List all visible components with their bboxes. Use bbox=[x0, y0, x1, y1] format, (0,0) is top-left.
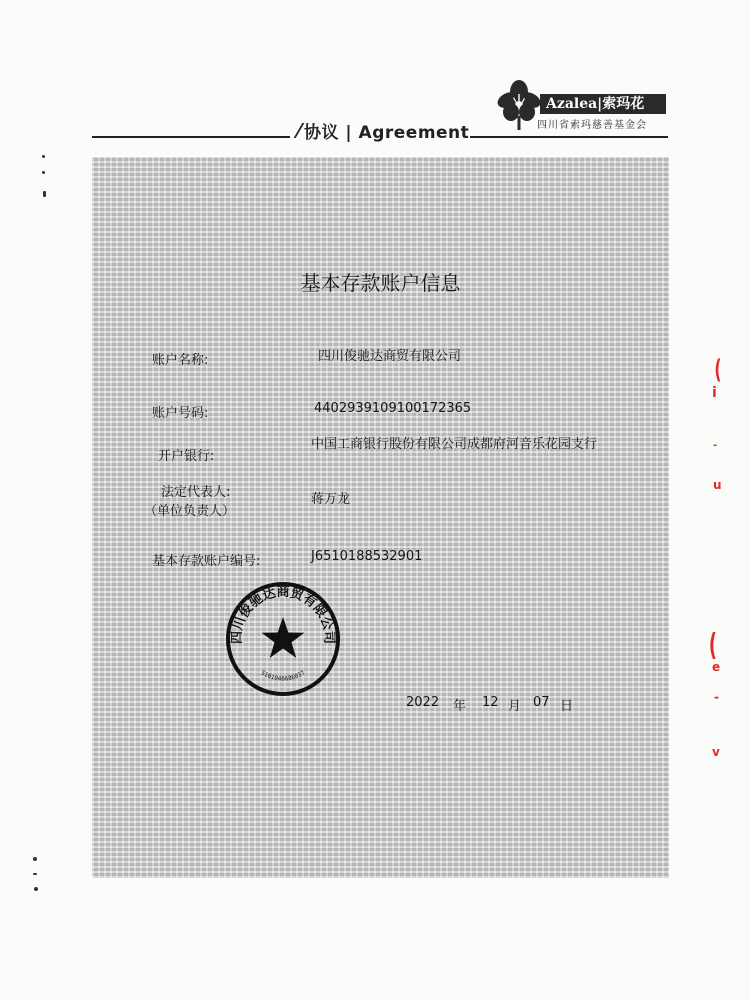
red-edge-mark: - bbox=[713, 440, 718, 451]
legal-representative-value: 蒋万龙 bbox=[311, 492, 351, 507]
header-divider-tick bbox=[280, 123, 305, 138]
basic-account-number-label: 基本存款账户编号: bbox=[152, 554, 261, 569]
header-rule-right bbox=[470, 136, 668, 138]
azalea-flower-logo bbox=[496, 76, 542, 130]
edge-mark bbox=[42, 155, 45, 158]
certificate-title: 基本存款账户信息 bbox=[300, 271, 461, 295]
header-rule-left bbox=[92, 136, 290, 138]
account-info-certificate bbox=[92, 157, 669, 878]
edge-mark bbox=[43, 191, 46, 197]
date-month-unit: 月 bbox=[508, 699, 522, 714]
date-year-unit: 年 bbox=[453, 699, 467, 714]
basic-account-number-value: J6510188532901 bbox=[311, 549, 423, 564]
date-month: 12 bbox=[482, 695, 499, 710]
account-name-value: 四川俊驰达商贸有限公司 bbox=[318, 349, 462, 364]
red-edge-mark: u bbox=[713, 478, 722, 492]
svg-text:5101046686037 bbox=[260, 669, 307, 682]
opening-bank-label: 开户银行: bbox=[158, 449, 215, 464]
red-edge-mark: v bbox=[712, 745, 720, 759]
date-year: 2022 bbox=[406, 695, 440, 710]
red-edge-mark: i bbox=[712, 385, 717, 401]
red-edge-mark: e bbox=[712, 660, 721, 674]
edge-mark bbox=[33, 873, 37, 875]
brand-name-banner: Azalea|索玛花 bbox=[540, 94, 666, 114]
edge-mark bbox=[42, 171, 45, 174]
seal-serial: 5101046686037 bbox=[259, 669, 307, 683]
account-number-label: 账户号码: bbox=[152, 406, 209, 421]
date-day: 07 bbox=[533, 695, 550, 710]
company-seal bbox=[223, 579, 343, 699]
red-edge-mark: ( bbox=[714, 355, 722, 385]
opening-bank-value: 中国工商银行股份有限公司成都府河音乐花园支行 bbox=[311, 437, 598, 452]
edge-mark bbox=[34, 887, 38, 891]
red-edge-mark: - bbox=[714, 690, 719, 704]
seal-ring-text: 四川俊驰达商贸有限公司 bbox=[229, 585, 337, 645]
date-day-unit: 日 bbox=[560, 699, 574, 714]
account-number-value: 4402939109100172365 bbox=[314, 401, 472, 416]
agreement-heading: 协议 | Agreement bbox=[304, 123, 470, 143]
account-name-label: 账户名称: bbox=[152, 353, 209, 368]
red-edge-mark: ( bbox=[708, 628, 717, 663]
edge-mark bbox=[33, 857, 37, 861]
legal-representative-label: 法定代表人: bbox=[161, 485, 231, 500]
unit-head-label: （单位负责人） bbox=[144, 504, 236, 519]
foundation-name: 四川省索玛慈善基金会 bbox=[537, 120, 647, 131]
